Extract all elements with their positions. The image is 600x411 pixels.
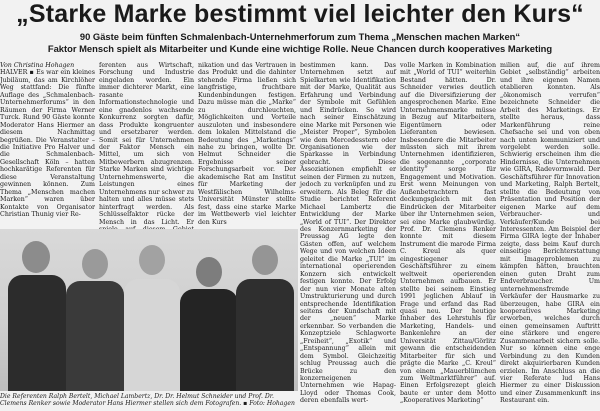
subheadline bbox=[0, 31, 600, 54]
photo-person-5 bbox=[236, 245, 294, 391]
article-column-2 bbox=[99, 62, 194, 226]
photo-person-2 bbox=[66, 249, 124, 391]
column-4-text: bestimmen kann. Das Unternehmen setzt auf Spielkarten wie Identifikation mit der Marke, Qualität aus Erfahrung und Verbindung der Symbole mit Gefühlen und Eindrücken. So wird nach seiner Einschätzung eine Marke mit Personen wie „Meister Proper“, Symbolen wie dem Mercedesstern oder Organisationen wie der Sparkasse in Verbindung gebracht. Diese Assoziationen empfiehlt er seinen der Firmen zu nutzen, jedoch zu verknüpfen und zu erweitern. Als Beleg für die Studie berichtet Referent Michael Lambertz die Entwicklung der Marke „World of TUI“. Der Direktor des Konzernmarketing der Preussag AG legte den Gästen offen, auf welchem Wege und von welchen Ideen geleitet die Marke „TUI“ im international operierenden Konzern sich entwickelt festigen konnte. Der Erfolg der nun vier Monate alten Umstrukturierung und durch entsprechende Identifikation seitens der Kundschaft mit der „neuen“ Marke erkennbar. So verbanden die Konzeptziele Schlagworte „Freiheit“, „Exotik“ und „Entspannung“ allein mit dem Symbol. Gleichzeitig schlug Preussag auch die Brücke zu den konzerneigenen Unternehmen wie Hapag-Lloyd oder Thomas Cook, deren ebenfalls wert- bbox=[300, 62, 396, 405]
article-photo bbox=[0, 229, 298, 391]
photo-person-3 bbox=[124, 245, 180, 391]
article-column-6 bbox=[500, 62, 600, 411]
photo-caption: Die Referenten Ralph Bertelt, Michael Lambertz, Dr. Dr. Helmut Schneider und Prof. Dr. Clemens Renker sowie Moderator Hans Hiermer stellen sich dem Fotografen. ▪ Foto: Hohagen bbox=[0, 393, 295, 408]
column-1-text: HALVER ▪ Es war ein kleines Jubiläum, das am Kirchlöher Weg stattfand: Die fünfte Auflage des „Schmalenbach-Unternehmerforums“ in den Räumen der Firma Werner Turck. Rund 90 Gäste konnte Moderator Hans Hiermer an diesem Nachmittag begrüßen. Die Veranstalter – die Initiative Pro Halver und die Schmalenbach-Gesellschaft Köln – hatten hochkarätige Referenten für diese Veranstaltung gewinnen können. Zum Thema „Menschen machen Marken“ waren über Kontakte von Organisator Christian Thunig vier Re- bbox=[0, 69, 95, 219]
column-5-text: volle Marken in Kombination mit „World of TUI“ weiterhin Bestand hätten. Dr. Schneider verwies deutlich auf die Diversifizierung der angesprochenen Marke. Eine Unternehmensmarke müsse in Bezug auf Mitarbeitern, Eigentümern oder Lieferanten bewiesen. Insbesondere die Mitarbeiter müssten sich mit ihrem Unternehmen identifizieren, die sogenannte „corporate identity“ sorge für Engagement und Motivation. Erst wenn Meinungen von Außenbetrachtern fast deckungsgleich mit den Eindrücken der Mitarbeiter über ihr Unternehmen seien, sei eine Marke glaubwürdig. Prof. Dr. Clemens Renker konnte mit diesem Instrument die marode Firma C. Kreul als quer eingestiegener Geschäftsführer zu einem weltweit operierenden Unternehmen aufbauen. Er stellte bei seinem Einstieg 1991 jeglichen Ablauf in Frage und erfand das Rad quasi neu. Der heutige Inhaber des Lehrstuhls für Marketing, Handels- und Bankenlehre an der Universität Zittau/Görlitz gewann die entscheidenden Mitarbeiter für sich und prägte die Marke „C. Kreul“ von einem „Mauerblümchen zum Weltmarktführer“ auf. Einen Erfolgsrezept gleich baute er unter dem Motto „Kooperatives Marketing“ bbox=[400, 62, 496, 405]
person-5-head bbox=[252, 245, 278, 275]
article-column-5 bbox=[400, 62, 496, 411]
headline: „Starke Marke bestimmt viel leichter den Kurs“ bbox=[16, 0, 584, 28]
person-4-head bbox=[196, 257, 222, 287]
column-2-text: ferenten aus Wirtschaft, Forschung und Industrie eingeladen worden. Ein immer dichterer Markt, eine rasante Informationstechnologie und eine gnadenlos wachsende Konkurrenz sorgten dafür, dass Produkte kongruenter und ersetzbarer werden. Somit sei für Unternehmen der Faktor Mensch ein Mittel, um sich von Mitbewerbern abzugrenzen. Starke Marken sind wichtige Unternehmenswerte, die Leistungen eines Unternehmens nur schwer zu halten und alles müsse stets hinterfragt werden. Als Schlüsselfaktor rücke der Mensch in das Licht. Er bbox=[99, 62, 194, 226]
subheadline-line-1: 90 Gäste beim fünften Schmalenbach-Unternehmerforum zum Thema „Menschen machen Marken“ bbox=[79, 31, 521, 42]
person-5-body bbox=[236, 279, 294, 391]
person-1-head bbox=[22, 241, 50, 273]
subheadline-line-2: Faktor Mensch spielt als Mitarbeiter und Kunde eine wichtige Rolle. Neue Chancen durch kooperatives Marketing bbox=[47, 42, 553, 54]
column-6-text: milien auf, die auf ihrem Gebiet „selbständig“ arbeiten und ihre eigenen Namen etablieren konnten. Als „ökonomisch verrufen“ bezeichnete Schneider die Arbeit des Marketings. Er stellte heraus, dass Markenführung reine Chefsache sei und von oben nach unten kommuniziert und vorgelebt werden solle. Schwierig erscheinen ihm die Hindernisse, die Unternehmen wie GIRA, Radevormwald. Der Geschäftsführer für Innovation und Marketing, Ralph Bertelt, stellte die Bedeutung von Präsentation und Position der eigenen Marke auf dem Verbraucher- und Verkäufer/Kunde bei Interessenten. Am Beispiel der Firma GIRA legte der Inhaber zeigte, dass beim Kauf durch einseitige Berichterstattung mit Imageproblemen zu kämpfen hätten, brauchten einen guten Draht zum Endverbraucher. Um unternehmensfremde Verkäufer der Hausmarke zu überzeugen, habe GIRA ein kooperatives Marketing erworben, welches durch einen gemeinsamen Auftritt eine stärkere und engere Zusammenarbeit sichern solle. Nur so können eine enge Verbindung zu den Kunden direkt akquirierbaren Kunden erzielen. Im Anschluss an die vier Referate lud Hans Hiermer zu einer Diskussion und einer Zusammenkunft ins Restaurant ein. bbox=[500, 62, 600, 405]
person-3-head bbox=[139, 245, 165, 275]
person-1-body bbox=[8, 275, 66, 391]
person-2-head bbox=[82, 249, 108, 279]
person-3-body bbox=[124, 279, 180, 391]
column-3-text: nikation und das Vertrauen in das Produkt und die dahinter stehende Firma ließen sich langfristige, fruchtbare Kundenbindungen festigen. Dazu müsse man die „Marke“ zu durchleuchten, Möglichkeiten und Vorteile auszuloten und insbesondere dem lokalen Mittelstand die Bedeutung des „Marketings“ nahe zu bringen, wollte Dr. Helmut Schneider die Ergebnisse seiner Forschungsarbeit vor. Der akademische Rat am Institut für Marketing der Westfälischen Wilhelms-Universität Münster stellte fest, dass eine starke Marke im Wettbewerb viel leichter den Kurs bbox=[198, 62, 296, 226]
person-2-body bbox=[66, 281, 124, 391]
article-column-3 bbox=[198, 62, 296, 226]
person-4-body bbox=[180, 289, 238, 391]
article-column-4 bbox=[300, 62, 396, 411]
photo-person-4 bbox=[180, 257, 238, 391]
byline: Von Christina Hohagen bbox=[0, 62, 75, 69]
article-column-1 bbox=[0, 62, 95, 226]
photo-person-1 bbox=[8, 241, 66, 391]
